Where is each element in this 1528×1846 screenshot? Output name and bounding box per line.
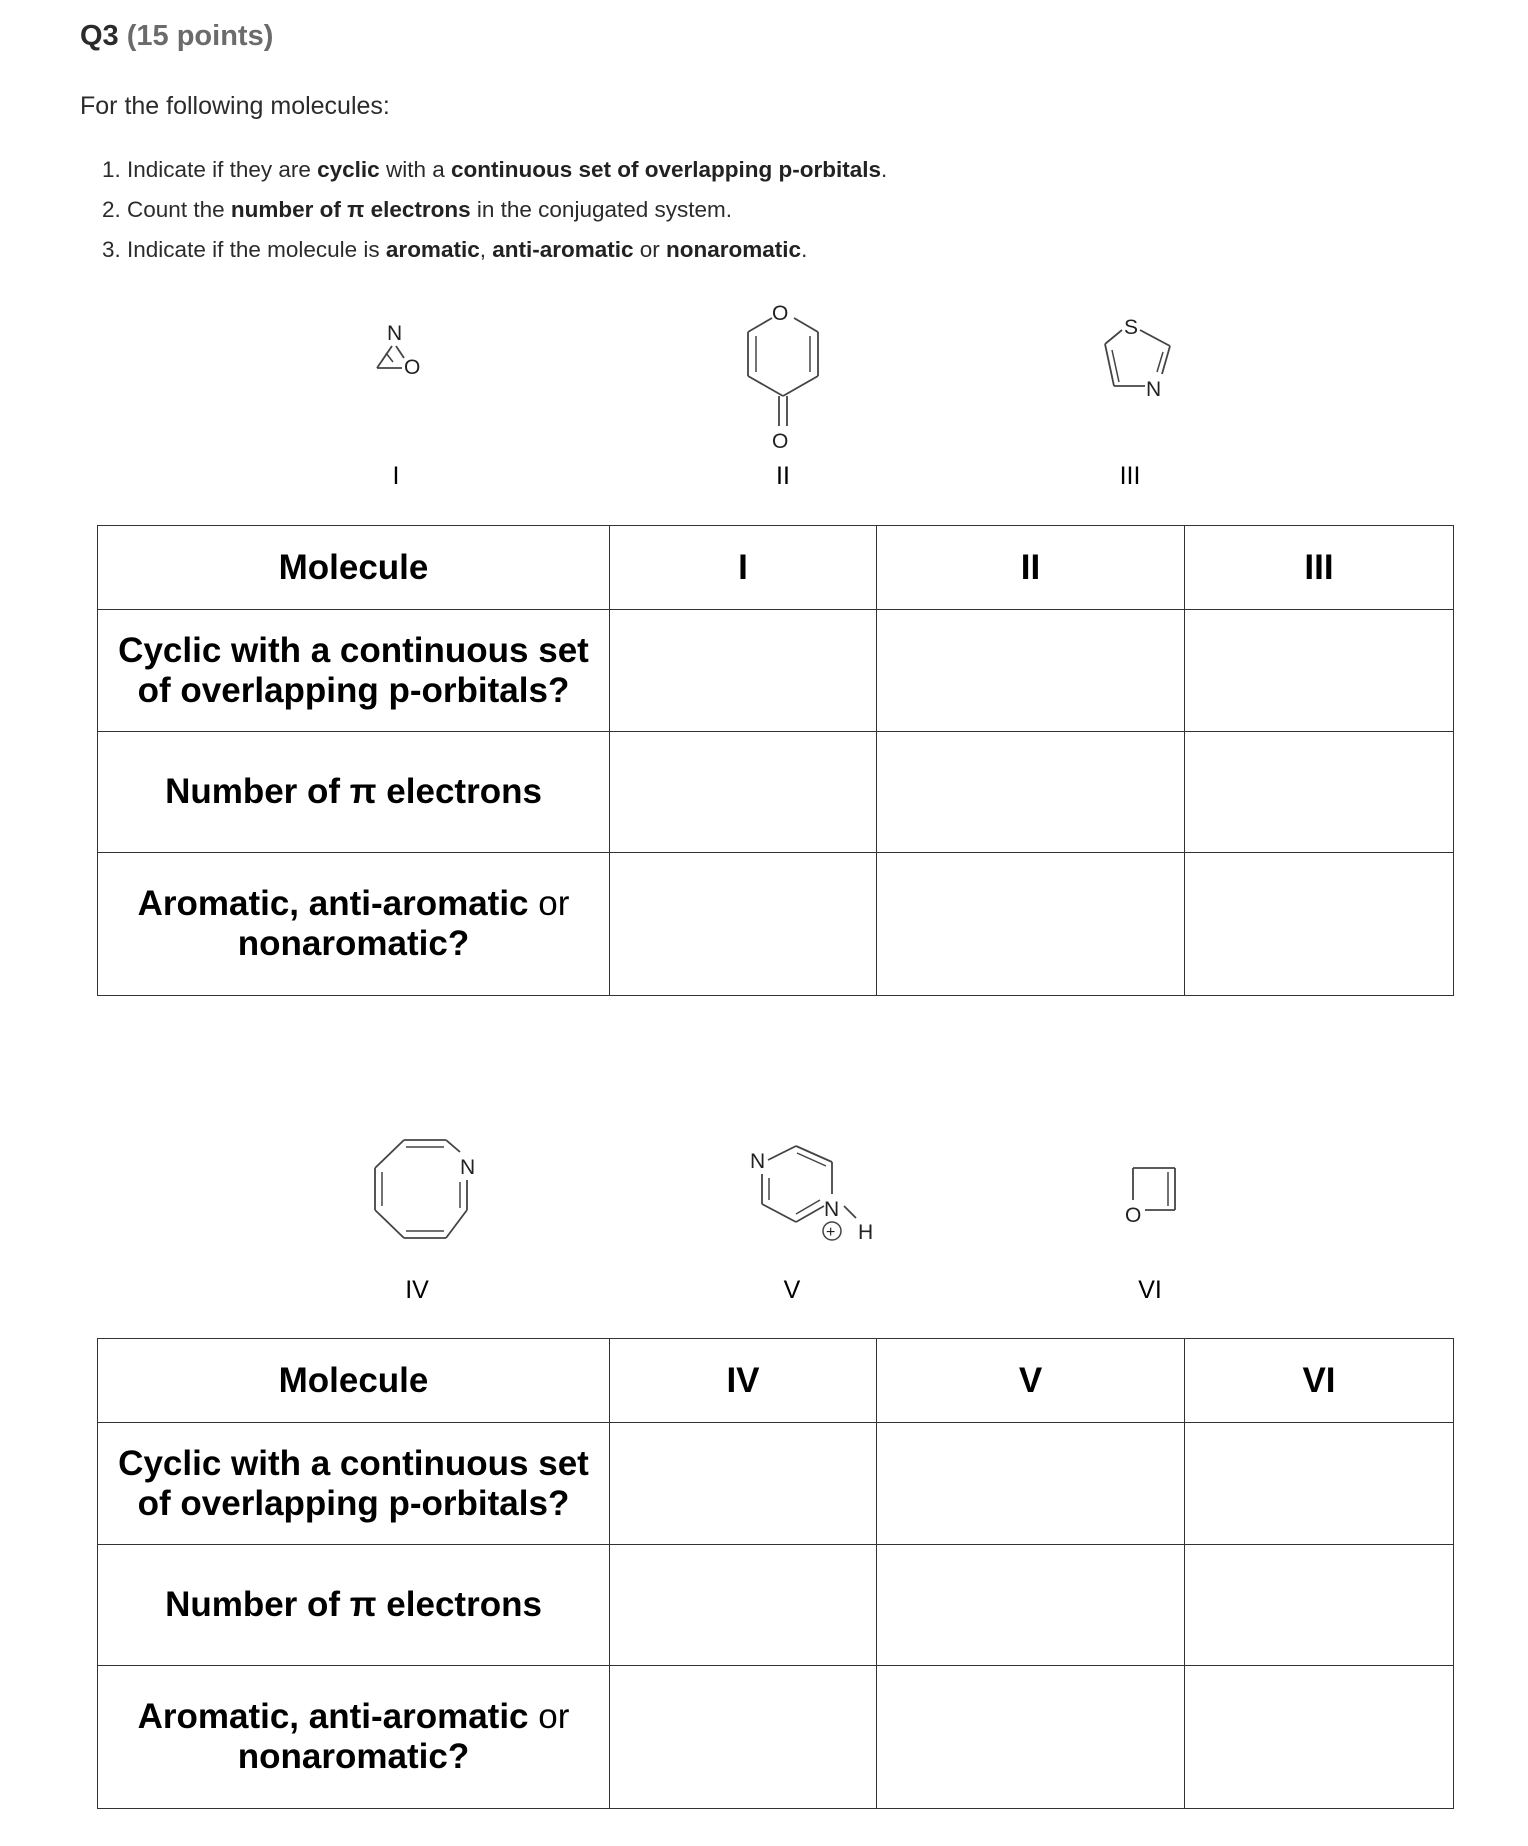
column-header-vi: VI: [1185, 1339, 1454, 1423]
row-header-pi-electrons: Number of π electrons: [98, 732, 610, 853]
instruction-3: 3. Indicate if the molecule is aromatic, anti-aromatic or nonaromatic.: [102, 237, 808, 262]
answer-cell[interactable]: [877, 1545, 1185, 1666]
svg-text:N: N: [750, 1150, 766, 1173]
row-header-aromaticity: Aromatic, anti-aromatic or nonaromatic?: [98, 1666, 610, 1809]
svg-text:O: O: [772, 430, 789, 453]
answer-cell[interactable]: [1185, 853, 1454, 996]
answer-cell[interactable]: [610, 1666, 877, 1809]
molecule-iii-label: III: [1119, 462, 1141, 490]
answer-cell[interactable]: [610, 610, 877, 732]
intro-text: For the following molecules:: [80, 92, 390, 120]
answer-cell[interactable]: [610, 1545, 877, 1666]
molecule-iv-structure: [360, 1128, 490, 1258]
molecule-ii-label: II: [776, 462, 790, 490]
svg-text:+: +: [826, 1224, 836, 1241]
instruction-1: 1. Indicate if they are cyclic with a continuous set of overlapping p-orbitals.: [102, 157, 888, 182]
answer-cell[interactable]: [1185, 610, 1454, 732]
answer-cell[interactable]: [1185, 1423, 1454, 1545]
svg-text:N: N: [1146, 378, 1162, 401]
answer-cell[interactable]: [877, 1423, 1185, 1545]
molecule-iv-label: IV: [405, 1276, 429, 1304]
molecule-ii-structure: [730, 298, 840, 458]
answer-cell[interactable]: [877, 1666, 1185, 1809]
row-header-molecule: Molecule: [98, 1339, 610, 1423]
molecule-v-structure: [740, 1138, 890, 1248]
row-header-cyclic: Cyclic with a continuous set of overlapping p-orbitals?: [98, 1423, 610, 1545]
molecule-iii-structure: [1090, 310, 1200, 410]
row-header-molecule: Molecule: [98, 526, 610, 610]
molecule-vi-label: VI: [1138, 1276, 1162, 1304]
instruction-list: [102, 154, 887, 274]
answer-cell[interactable]: [877, 732, 1185, 853]
molecule-vi-structure: [1115, 1160, 1195, 1240]
row-header-cyclic: Cyclic with a continuous set of overlapping p-orbitals?: [98, 610, 610, 732]
answer-cell[interactable]: [610, 732, 877, 853]
svg-text:N: N: [460, 1156, 476, 1179]
molecule-v-label: V: [783, 1276, 801, 1304]
svg-text:O: O: [772, 302, 789, 325]
svg-text:S: S: [1124, 316, 1139, 339]
column-header-ii: II: [877, 526, 1185, 610]
svg-text:O: O: [1125, 1204, 1142, 1227]
svg-text:N: N: [824, 1198, 840, 1221]
answer-cell[interactable]: [610, 1423, 877, 1545]
answer-cell[interactable]: [1185, 1666, 1454, 1809]
question-number: Q3: [80, 20, 119, 52]
answer-cell[interactable]: [1185, 732, 1454, 853]
column-header-i: I: [610, 526, 877, 610]
question-title: [80, 20, 273, 53]
instruction-2: 2. Count the number of π electrons in the conjugated system.: [102, 197, 733, 222]
answer-cell[interactable]: [877, 610, 1185, 732]
svg-text:O: O: [404, 356, 421, 379]
row-header-pi-electrons: Number of π electrons: [98, 1545, 610, 1666]
molecule-i-label: I: [392, 462, 400, 490]
answer-cell[interactable]: [877, 853, 1185, 996]
column-header-v: V: [877, 1339, 1185, 1423]
answer-cell[interactable]: [1185, 1545, 1454, 1666]
answer-table-1: [97, 525, 1454, 996]
svg-text:N: N: [387, 322, 403, 345]
answer-table-2: [97, 1338, 1454, 1809]
column-header-iii: III: [1185, 526, 1454, 610]
answer-cell[interactable]: [610, 853, 877, 996]
molecule-i-structure: [360, 318, 440, 388]
column-header-iv: IV: [610, 1339, 877, 1423]
question-points: (15 points): [126, 20, 274, 52]
svg-text:H: H: [858, 1221, 874, 1244]
row-header-aromaticity: Aromatic, anti-aromatic or nonaromatic?: [98, 853, 610, 996]
